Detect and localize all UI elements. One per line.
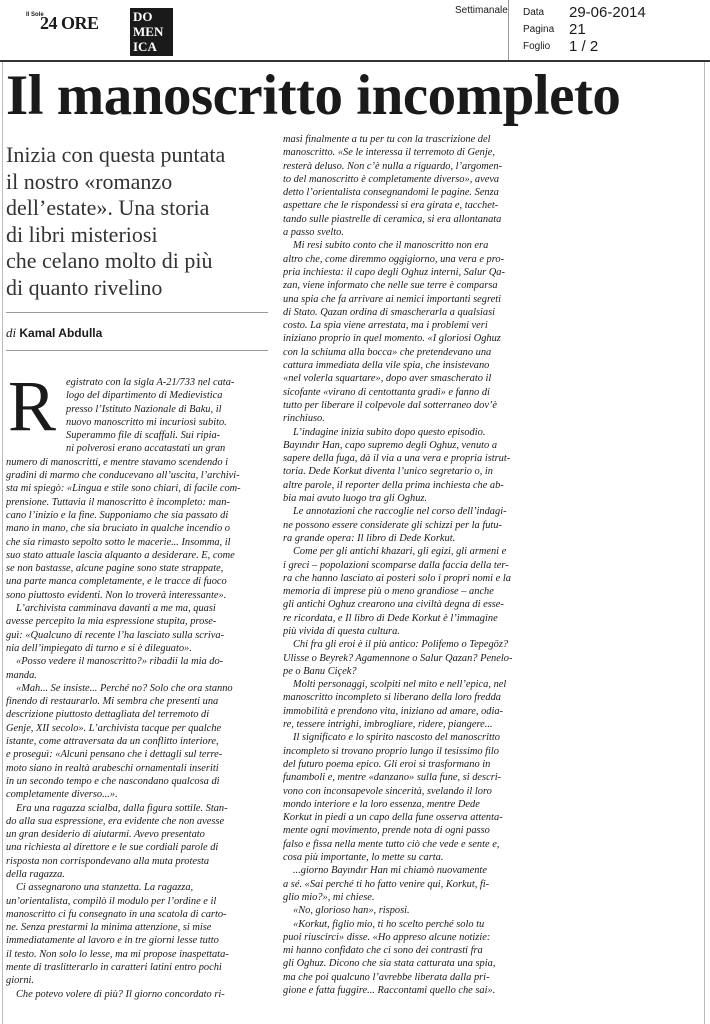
article-line: Come per gli antichi khazari, gli egizi, gli armeni e — [293, 546, 507, 558]
article-line: giorni. — [6, 975, 35, 987]
article-line: se non bastasse, alcune pagine sono state strappate, — [6, 563, 224, 575]
meta-box — [508, 0, 710, 61]
article-line: finendo di restaurarlo. Mi sembra che presenti una — [6, 696, 219, 708]
article-line: ni polverosi erano accatastati un gran — [66, 443, 226, 455]
article-line: moto siano in realtà arabeschi ornamentali inseriti — [6, 762, 219, 774]
article-line: «Korkut, figlio mio, ti ho scelto perché solo tu — [293, 918, 485, 930]
article-line: resterà deluso. Non c’è nulla a riguardo, l’argomen- — [283, 160, 503, 172]
article-line: numero di manoscritti, e mentre stavamo scendendo i — [6, 456, 229, 468]
byline — [6, 325, 102, 341]
article-line: glio mio?», mi chiese. — [283, 891, 375, 903]
article-line: sicofante «virano di centottanta gradi» e fanno di — [283, 386, 490, 398]
article-line: mano in mano, che sia bruciato in qualche incendio o — [6, 523, 230, 535]
byline-prefix: di — [6, 325, 17, 340]
article-line: sapere della fuga, dà il via a una vera e propria istrut- — [283, 453, 511, 465]
meta-label-page: Pagina — [523, 24, 555, 35]
article-line: che sia rimasto sepolto sotto le macerie... Insomma, il — [6, 536, 231, 548]
article-line: funamboli e, mentre «danzano» sulla fune, si descri- — [283, 772, 502, 784]
article-line: Korkut in piedi a un capo della fune osserva attenta- — [283, 812, 503, 824]
article-line: ra grande opera: Il libro di Dede Korkut. — [283, 532, 456, 544]
article-line: Mi resi subito conto che il manoscritto non era — [293, 240, 489, 252]
subhead-line: che celano molto di più — [6, 248, 213, 273]
meta-value-sheet: 1 / 2 — [569, 38, 599, 55]
article-line: tando sulle piastrelle di ceramica, si era allontanata — [283, 213, 502, 225]
page-border-left — [2, 62, 3, 1024]
article-line: «Posso vedere il manoscritto?» ribadii la mia do- — [16, 656, 224, 668]
article-line: ma che poi qualcuno l’avrebbe liberata dalla pri- — [283, 971, 490, 983]
article-line: Superammo file di scaffali. Sui ripia- — [66, 430, 221, 442]
logo-number: 24 ORE — [40, 13, 99, 33]
subhead-line: il nostro «romanzo — [6, 168, 173, 194]
article-line: più vivida di questa cultura. — [283, 625, 400, 637]
article-line: della ragazza. — [6, 868, 65, 880]
article-line: masi finalmente a tu per tu con la trascrizione del — [283, 134, 491, 145]
article-line: una richiesta al direttore e le sue cordiali parole di — [6, 842, 219, 854]
article-line: immobilità e prendono vita, iniziano ad amare, odia- — [283, 705, 504, 717]
article-line: ne. Senza prestarmi la minima attenzione, si mise — [6, 922, 212, 934]
article-line: descrizione piuttosto dettagliata del terremoto di — [6, 709, 210, 721]
meta-label-date: Data — [523, 7, 545, 18]
article-line: gradini di marmo che conducevano all’uscita, l’archivi- — [6, 470, 240, 482]
article-line: gli antichi Oghuz crearono una civiltà degna di esse- — [283, 599, 504, 611]
section-logo-line: ICA — [133, 39, 157, 54]
byline-author: Kamal Abdulla — [19, 326, 103, 340]
article-line: avesse percepito la mia espressione stupita, prose- — [6, 616, 217, 628]
article-line: del futuro poema epico. Gli eroi si trasformano in — [283, 758, 491, 770]
section-logo-line: DO — [133, 9, 153, 24]
article-line: pria inchiesta: il capo degli Oghuz interni, Salur Qa- — [283, 266, 505, 278]
article-line: completamente diverso...». — [6, 789, 118, 801]
article-line: Le annotazioni che raccoglie nel corso dell’indagi- — [293, 506, 507, 518]
article-line: re, tessere intrighi, imbrogliare, ridere, piangere... — [283, 719, 493, 731]
article-line: mondo interiore e la loro essenza, mentre Dede — [283, 798, 480, 810]
article-line: manoscritto incompleto si liberano della loro fredda — [283, 692, 501, 704]
article-line: bia mai avuto luogo tra gli Oghuz. — [283, 493, 428, 505]
article-line: egistrato con la sigla A-21/733 nel cata- — [66, 377, 235, 388]
article-line: gli Oghuz. Dicono che sia stata catturata una spia, — [283, 958, 496, 970]
article-line: guì: «Qualcuno di recente l’ha lasciato sulla scriva- — [6, 629, 225, 641]
article-line: iniziano proprio in quel momento. «I gloriosi Oghuz — [283, 333, 501, 345]
article-line: presso l’Istituto Nazionale di Baku, il — [66, 403, 222, 415]
page-border-right — [704, 62, 705, 1024]
article-line: zan, viene informato che nelle sue terre è comparsa — [283, 280, 498, 292]
article-line: ne possono essere considerate gli schizzi per la futu- — [283, 519, 502, 531]
article-line: to del manoscritto è completamente diverso», aveva — [283, 173, 500, 185]
logo-small-text: Il Sole — [26, 12, 44, 18]
meta-label-sheet: Foglio — [523, 41, 551, 52]
masthead — [0, 0, 508, 60]
article-line: Molti personaggi, scolpiti nel mito e nell’epica, nel — [293, 679, 507, 691]
article-line: sta mi spiegò: «Lingua e stile sono chiari, di facile com- — [6, 483, 241, 495]
article-line: prensione. Tuttavia il manoscritto è incompleto: man- — [6, 496, 230, 508]
article-line: i greci – popolazioni scomparse dalla faccia della ter- — [283, 559, 509, 571]
article-line: con la schiuma alla bocca» che pretendevano una — [283, 346, 492, 358]
article-line: altro che, come diremmo oggigiorno, una vera e pro- — [283, 253, 505, 265]
article-line: Chi fra gli eroi è il più antico: Polifemo o Tepegöz? — [293, 639, 509, 651]
article-line: in un secondo tempo e che nascondano qualcosa di — [6, 775, 220, 787]
article-line: a sé. «Sai perché ti ho fatto venire qui, Korkut, fi- — [283, 878, 490, 890]
subhead-line: dell’estate». Una storia — [6, 195, 210, 220]
article-line: mi hanno confidato che ci sono dei contrasti fra — [283, 945, 483, 957]
article-line: una parte manca completamente, e le tracce di fuoco — [6, 576, 227, 588]
article-line: «Mah... Se insiste... Perché no? Solo che ora stanno — [16, 682, 233, 694]
article-line: altre parole, il reporter della prima inchiesta che ab- — [283, 479, 504, 491]
article-line: immediatamente al lavoro e in tre giorni lesse tutto — [6, 935, 219, 947]
article-line: il testo. Non solo lo lesse, ma mi propose inaspettata- — [6, 948, 229, 960]
meta-value-page: 21 — [569, 21, 586, 38]
article-line: di Stato. Qazan ordina di smascherarla a qualsiasi — [283, 306, 496, 318]
article-line: rinchiuso. — [283, 413, 325, 425]
article-line: tutto per liberare il colpevole dal sotterraneo dov’è — [283, 399, 498, 411]
section-logo-line: MEN — [133, 24, 164, 39]
article-line: un gran desiderio di aiutarmi. Avevo presentato — [6, 829, 205, 841]
drop-cap: R — [8, 366, 57, 446]
article-line: aspettare che le rispondessi si era girata e, tacchet- — [283, 200, 499, 212]
article-line: cano l’inizio e la fine. Supponiamo che sia passato di — [6, 509, 229, 521]
article-line: incompleto si trovano proprio lungo il tesissimo filo — [283, 745, 499, 757]
article-line: puoi riuscirci» disse. «Ho appreso alcune notizie: — [283, 931, 491, 943]
article-line: mente ogni movimento, prende nota di ogni passo — [283, 825, 490, 837]
article-line: «No, glorioso han», risposi. — [293, 905, 410, 917]
article-line: risposta non corrispondevano alla muta protesta — [6, 855, 210, 867]
article-line: Ci assegnarono una stanzetta. La ragazza, — [16, 882, 194, 894]
subhead-line: di libri misteriosi — [6, 221, 158, 247]
article-line: do alla sua espressione, era evidente che non avesse — [6, 815, 225, 827]
article-column-2 — [283, 133, 551, 997]
byline-rule — [6, 350, 268, 351]
article-line: L’indagine inizia subito dopo questo episodio. — [293, 426, 486, 438]
article-line: logo del dipartimento di Medievistica — [66, 390, 223, 402]
meta-value-date: 29-06-2014 — [569, 4, 646, 21]
masthead-rule — [0, 60, 710, 62]
article-line: manoscritto ci fu consegnato in una scatola di carto- — [6, 908, 227, 920]
article-line: Che potevo volere di più? Il giorno concordato ri- — [16, 988, 225, 1000]
article-line: manda. — [6, 669, 37, 681]
article-line: Era una ragazza scialba, dalla figura sottile. Stan- — [16, 802, 228, 814]
article-line: Genje, XII secolo». L’archivista tacque per qualche — [6, 722, 222, 734]
article-line: Il significato e lo spirito nascosto del manoscritto — [293, 732, 500, 744]
article-line: «nel volerla squartare», dopo aver smascherato il — [283, 373, 492, 385]
article-line: nuovo manoscritto mi incuriosì subito. — [66, 416, 227, 428]
article-line: nia dell’impiegato di turno e si è dileguato». — [6, 642, 192, 654]
headline: Il manoscritto incompleto — [6, 64, 621, 127]
article-line: una spia che fa arrivare ai nemici importanti segreti — [283, 293, 501, 305]
subhead — [6, 142, 268, 301]
article-line: vono con inconsapevole sincerità, svelando il loro — [283, 785, 492, 797]
article-line: istante, come attraversata da un conflitto interiore, — [6, 736, 219, 748]
article-line: mente di traslitterarlo in caratteri latini entro pochi — [6, 962, 222, 974]
article-column-1 — [6, 376, 268, 1001]
article-line: pe o Banu Ciçek? — [283, 665, 357, 677]
article-line: toria. Dede Korkut diventa l’unico segretario o, in — [283, 466, 493, 478]
article-line: Bayındır Han, capo supremo degli Oghuz, venuto a — [283, 439, 498, 451]
article-line: ra che hanno lasciato ai posteri solo i propri nomi e la — [283, 572, 511, 584]
article-line: L’archivista camminava davanti a me ma, quasi — [16, 603, 216, 615]
article-line: detto l’orientalista consegnandomi le pagine. Senza — [283, 187, 499, 199]
article-line: e proseguì: «Alcuni pensano che i dettagli sul terre- — [6, 749, 223, 761]
subhead-rule — [6, 312, 268, 313]
article-line: gione e fatta fuggire... Raccontami quello che sai». — [283, 985, 496, 996]
article-line: cattura immediata della vile spia, che insistevano — [283, 360, 490, 372]
article-line: Ulisse o Beyrek? Agamennone o Salur Qazan? Penelo- — [283, 652, 513, 664]
article-line: manoscritto. «Se le interessa il terremoto di Genje, — [283, 147, 495, 159]
article-line: a passo svelto. — [283, 227, 344, 239]
article-line: un’orientalista, compilò il modulo per l’ordine e il — [6, 895, 217, 907]
article-line: falso e fissa nella mente tutto ciò che vede e sente e, — [283, 838, 500, 850]
section-logo — [130, 8, 173, 56]
article-line: costo. La spia viene arrestata, ma i problemi veri — [283, 320, 488, 332]
article-line: cosa più importante, lo mette su carta. — [283, 852, 444, 864]
article-line: re ricordata, e Il libro di Dede Korkut è l’immagine — [283, 612, 498, 624]
article-line: memoria di imprese più o meno grandiose – anche — [283, 586, 494, 598]
subhead-line: Inizia con questa puntata — [6, 142, 226, 167]
article-line: suo stato attuale lascia alquanto a desiderare. E, come — [6, 549, 235, 561]
subhead-line: di quanto rivelino — [6, 274, 163, 300]
article-line: ...giorno Bayındır Han mi chiamò nuovamente — [293, 865, 487, 877]
frequency-label: Settimanale — [455, 5, 508, 16]
article-line: sono piuttosto evidenti. Non lo troverà interessante». — [6, 589, 227, 601]
